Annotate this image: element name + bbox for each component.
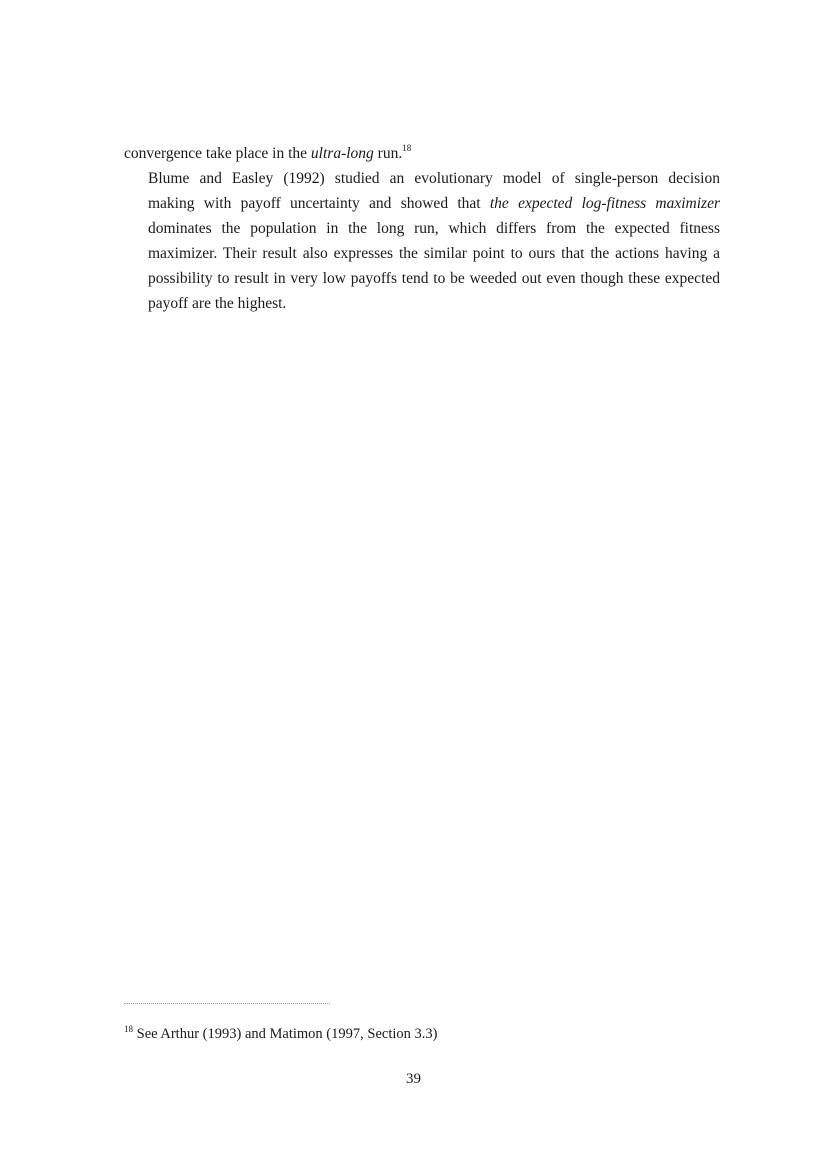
italic-term: the expected log-fitness maximizer: [489, 195, 721, 212]
paragraph-blume-easley: [124, 166, 720, 316]
footnote-mark: 18: [124, 1024, 133, 1034]
footnote: [124, 1024, 437, 1044]
italic-term: ultra-long: [310, 145, 374, 162]
footnote-reference: 18: [402, 143, 412, 153]
paragraph-line: payoff are the highest.: [148, 295, 287, 312]
text-run: making with payoff uncertainty and showed that: [148, 195, 490, 212]
paragraph-continuation: [124, 141, 720, 166]
paragraph-line: [124, 191, 720, 216]
text-run: convergence take place in the: [124, 145, 311, 162]
paragraph-line: maximizer. Their result also expresses the similar point to ours that the actions having a: [148, 245, 720, 262]
paragraph-line: possibility to result in very low payoffs tend to be weeded out even though these expected: [148, 270, 720, 287]
footnote-separator: [124, 1003, 330, 1004]
page-number: 39: [406, 1071, 421, 1087]
body-text: [124, 141, 720, 316]
text-run: run.: [373, 145, 403, 162]
footnote-text: See Arthur (1993) and Matimon (1997, Section 3.3): [133, 1026, 438, 1042]
paragraph-line: Blume and Easley (1992) studied an evolutionary model of single-person decision: [148, 170, 720, 187]
paragraph-line: dominates the population in the long run, which differs from the expected fitness: [148, 220, 720, 237]
